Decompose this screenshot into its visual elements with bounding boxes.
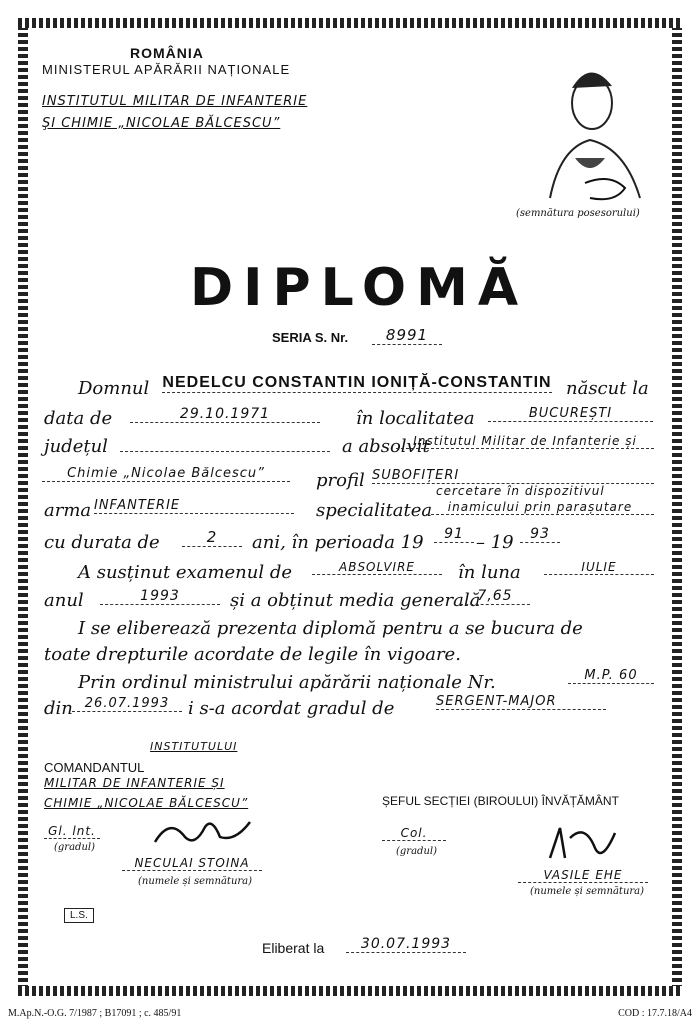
specialty-line2: inamicului prin parașutare (426, 500, 654, 515)
luna-label: în luna (458, 562, 521, 583)
issued-date: 30.07.1993 (346, 936, 466, 953)
period-end: 93 (520, 526, 560, 543)
seal-placeholder: L.S. (64, 908, 94, 923)
rank-value: SERGENT-MAJOR (436, 694, 606, 710)
commander-signature (150, 812, 260, 856)
chief-signature (540, 818, 630, 872)
elibereaza-text-line1: I se eliberează prezenta diplomă pentru a se bucura de (78, 618, 583, 639)
chief-name-caption: (numele și semnătura) (530, 886, 645, 897)
birth-date: 29.10.1971 (130, 406, 320, 423)
chief-rank: Col. (382, 826, 446, 841)
school-name-part1: Institutul Militar de Infanterie și (396, 434, 654, 449)
perioada-label: ani, în perioada 19 (252, 532, 424, 553)
din-label: din (44, 698, 73, 719)
institute-line1: INSTITUTUL MILITAR DE INFANTERIE (42, 94, 308, 109)
arm-value: INFANTERIE (94, 498, 294, 514)
ministry-heading: MINISTERUL APĂRĂRII NAȚIONALE (42, 62, 291, 77)
sustinut-label: A susținut examenul de (78, 562, 293, 583)
specialitatea-label: specialitatea (316, 500, 433, 521)
localitatea-label: în localitatea (356, 408, 475, 429)
series-label: SERIA S. Nr. (272, 330, 349, 345)
institute-line2: ŞI CHIMIE „NICOLAE BĂLCESCU” (42, 116, 281, 131)
domnul-label: Domnul (78, 378, 150, 399)
exam-value: ABSOLVIRE (312, 560, 442, 575)
absolvit-label: a absolvit (342, 436, 430, 457)
birth-locality: BUCUREȘTI (488, 406, 653, 422)
issued-label: Eliberat la (262, 940, 325, 956)
profil-label: profil (316, 470, 365, 491)
commander-rank-caption: (gradul) (54, 842, 95, 853)
holder-name: NEDELCU CONSTANTIN IONIȚĂ-CONSTANTIN (162, 374, 552, 391)
nascut-label: născut la (566, 378, 649, 399)
chief-label: ȘEFUL SECȚIEI (BIROULUI) ÎNVĂȚĂMÂNT (382, 794, 619, 808)
grade-value: 7,65 (460, 588, 530, 605)
footer-right-code: COD : 17.7.18/A4 (618, 1008, 692, 1019)
media-label: și a obținut media generală (230, 590, 481, 611)
period-start: 91 (434, 526, 474, 543)
duration-value: 2 (182, 528, 242, 547)
commander-label: COMANDANTUL (44, 760, 145, 775)
chief-rank-caption: (gradul) (396, 846, 437, 857)
arma-label: arma (44, 500, 92, 521)
durata-label: cu durata de (44, 532, 160, 553)
profile-value: SUBOFIȚERI (372, 468, 654, 484)
holder-signature-caption: (semnătura posesorului) (516, 208, 640, 219)
elibereaza-text-line2: toate drepturile acordate de legile în vigoare. (44, 644, 461, 665)
order-number: M.P. 60 (568, 668, 654, 684)
commander-name-caption: (numele și semnătura) (138, 876, 253, 887)
commander-institute-line3: CHIMIE „NICOLAE BĂLCESCU” (44, 796, 249, 810)
data-label: data de (44, 408, 113, 429)
series-number: 8991 (372, 326, 442, 345)
anul-label: anul (44, 590, 84, 611)
ordin-label: Prin ordinul ministrului apărării naționale Nr. (78, 672, 496, 693)
country-heading: ROMÂNIA (130, 45, 204, 61)
month-value: IULIE (544, 560, 654, 575)
commander-institute-line1: INSTITUTULUI (150, 740, 238, 753)
acordat-label: i s-a acordat gradul de (188, 698, 395, 719)
year-value: 1993 (100, 588, 220, 605)
chief-name: VASILE EHE (518, 868, 648, 883)
period-separator: – 19 (476, 532, 514, 553)
footer-left-code: M.Ap.N.-O.G. 7/1987 ; B17091 ; c. 485/91 (8, 1008, 182, 1019)
diploma-title: DIPLOMĂ (190, 258, 529, 318)
commander-rank: Gl. lnt. (44, 824, 100, 839)
specialty-line1: cercetare în dispozitivul (436, 484, 605, 498)
judetul-label: județul (44, 436, 108, 457)
order-date: 26.07.1993 (72, 696, 182, 712)
school-name-part2: Chimie „Nicolae Bălcescu” (42, 466, 290, 482)
holder-photo (530, 48, 650, 208)
county-field (120, 450, 330, 452)
commander-name: NECULAI STOINA (122, 856, 262, 871)
commander-institute-line2: MILITAR DE INFANTERIE ȘI (44, 776, 225, 790)
